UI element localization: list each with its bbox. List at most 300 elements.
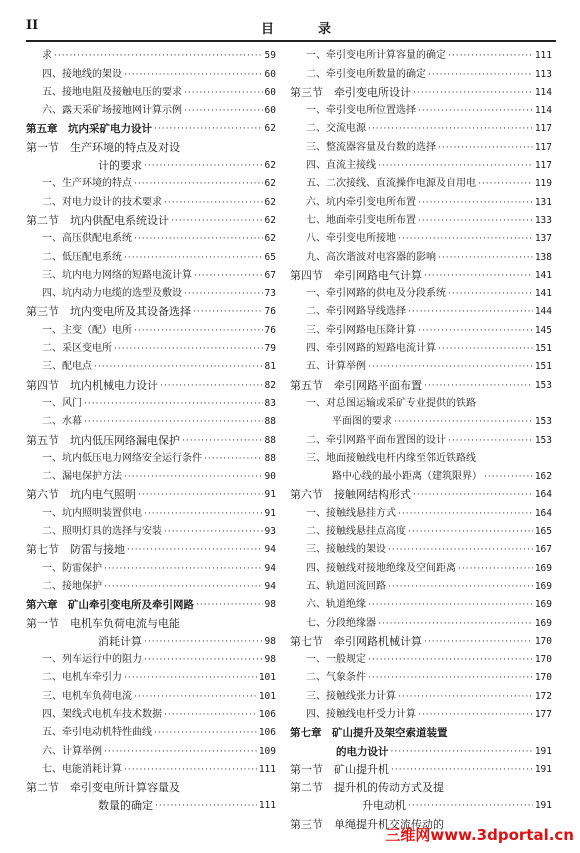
toc-page-number: 62 <box>264 178 276 190</box>
toc-item <box>290 282 552 300</box>
toc-page-number: 164 <box>534 507 552 519</box>
toc-item <box>290 593 552 611</box>
toc-item <box>290 703 552 721</box>
leader-dots <box>193 306 263 318</box>
toc-page-number: 101 <box>258 672 276 684</box>
toc-page-number: 114 <box>534 86 552 98</box>
toc-section <box>26 373 276 391</box>
leader-dots <box>408 800 533 812</box>
leader-dots <box>184 105 263 117</box>
toc-item <box>290 135 552 153</box>
toc-entry-title: 路中心线的最小距离（建筑限界） <box>332 471 482 483</box>
toc-entry-title: 第三节 单绳提升机交流传动的 <box>290 817 444 831</box>
leader-dots <box>438 142 533 154</box>
toc-entry-title: 一、坑内照明装置供电 <box>42 507 142 519</box>
toc-item <box>26 721 276 739</box>
leader-dots <box>424 270 533 282</box>
leader-dots <box>124 764 257 776</box>
toc-item <box>26 172 276 190</box>
leader-dots <box>398 691 533 703</box>
leader-dots <box>418 325 533 337</box>
toc-page-number: 141 <box>534 269 552 281</box>
toc-page-number: 131 <box>534 196 552 208</box>
toc-page-number: 88 <box>264 452 276 464</box>
toc-page-number: 151 <box>534 361 552 373</box>
toc-page-number: 177 <box>534 708 552 720</box>
toc-section <box>26 135 276 153</box>
toc-page-number: 170 <box>534 654 552 666</box>
toc-item <box>26 739 276 757</box>
leader-dots <box>418 197 533 209</box>
toc-entry-title: 升电动机 <box>362 799 406 813</box>
toc-entry-title: 第三节 坑内变电所及其设备选择 <box>26 305 191 319</box>
toc-entry-title: 二、牵引变电所数量的确定 <box>306 68 426 80</box>
toc-item <box>26 62 276 80</box>
leader-dots <box>104 746 257 758</box>
toc-page-number: 109 <box>258 745 276 757</box>
toc-entry-title: 三、牵引网路电压降计算 <box>306 324 416 336</box>
toc-section-cont <box>26 154 276 172</box>
toc-entry-title: 六、计算举例 <box>42 745 102 757</box>
toc-page-number: 114 <box>534 105 552 117</box>
toc-entry-title: 九、高次谐波对电容器的影响 <box>306 251 436 263</box>
toc-page-number: 83 <box>264 397 276 409</box>
toc-page-number: 62 <box>264 160 276 172</box>
toc-page-number: 191 <box>534 763 552 775</box>
toc-entry-title: 第四节 坑内机械电力设计 <box>26 378 158 392</box>
toc-section <box>290 630 552 648</box>
toc-entry-title: 一、风门 <box>42 397 82 409</box>
toc-item <box>26 501 276 519</box>
toc-entry-title: 五、轨道回流回路 <box>306 580 386 592</box>
page-header <box>26 18 556 38</box>
leader-dots <box>368 361 533 373</box>
toc-entry-title: 一、生产环境的特点 <box>42 178 132 190</box>
toc-page-number: 60 <box>264 68 276 80</box>
leader-dots <box>378 618 533 630</box>
leader-dots <box>448 288 533 300</box>
toc-item <box>290 648 552 666</box>
leader-dots <box>144 654 263 666</box>
toc-item <box>26 575 276 593</box>
toc-page-number: 137 <box>534 233 552 245</box>
leader-dots <box>84 398 263 410</box>
toc-item <box>26 318 276 336</box>
toc-page-number: 172 <box>534 690 552 702</box>
leader-dots <box>391 746 533 758</box>
toc-entry-title: 数量的确定 <box>98 799 153 813</box>
toc-item <box>26 666 276 684</box>
leader-dots <box>164 709 257 721</box>
leader-dots <box>368 654 533 666</box>
toc-item <box>26 684 276 702</box>
toc-entry-title: 二、气象条件 <box>306 672 366 684</box>
toc-entry-title: 第四节 牵引网路电气计算 <box>290 268 422 282</box>
toc-item <box>26 81 276 99</box>
toc-entry-title: 六、露天采矿场接地网计算示例 <box>42 105 182 117</box>
toc-page-number: 62 <box>264 123 276 135</box>
toc-item <box>26 520 276 538</box>
toc-entry-title: 五、二次接线、直流操作电源及自用电 <box>306 178 476 190</box>
toc-page-number: 111 <box>258 800 276 812</box>
toc-item <box>290 538 552 556</box>
header-rule <box>26 40 556 42</box>
toc-section <box>290 483 552 501</box>
toc-page-number: 79 <box>264 343 276 355</box>
toc-entry-title: 一、高压供配电系统 <box>42 233 132 245</box>
toc-entry-title: 二、低压配电系统 <box>42 251 122 263</box>
leader-dots <box>194 270 263 282</box>
leader-dots <box>388 544 533 556</box>
toc-page-number: 81 <box>264 361 276 373</box>
toc-section <box>26 300 276 318</box>
leader-dots <box>394 416 533 428</box>
toc-page-number: 111 <box>534 50 552 62</box>
toc-item <box>290 611 552 629</box>
leader-dots <box>408 526 533 538</box>
header-title-left: 目 <box>261 22 275 37</box>
toc-item <box>290 62 552 80</box>
leader-dots <box>448 435 533 447</box>
leader-dots <box>478 178 533 190</box>
toc-entry-title: 一、接触线悬挂方式 <box>306 507 396 519</box>
leader-dots <box>182 435 263 447</box>
toc-section-cont <box>26 794 276 812</box>
leader-dots <box>428 69 533 81</box>
toc-page-number: 73 <box>264 288 276 300</box>
toc-entry-title: 二、接触线悬挂点高度 <box>306 526 406 538</box>
toc-item <box>290 684 552 702</box>
leader-dots <box>408 306 533 318</box>
toc-section <box>26 776 276 794</box>
leader-dots <box>154 123 263 135</box>
toc-item <box>290 209 552 227</box>
toc-page-number: 94 <box>264 544 276 556</box>
toc-page-number: 91 <box>264 489 276 501</box>
toc-item <box>290 556 552 574</box>
leader-dots <box>418 215 533 227</box>
toc-item <box>290 666 552 684</box>
toc-item <box>290 355 552 373</box>
toc-item-cont <box>290 410 552 428</box>
toc-item <box>290 227 552 245</box>
leader-dots <box>418 105 533 117</box>
leader-dots <box>184 87 263 99</box>
toc-item <box>290 172 552 190</box>
toc-entry-title: 第一节 矿山提升机 <box>290 762 389 776</box>
toc-entry-title: 四、接触线对接地绝缘及空间距离 <box>306 562 456 574</box>
toc-item <box>290 117 552 135</box>
toc-item <box>26 465 276 483</box>
toc-entry-title: 计的要求 <box>98 159 142 173</box>
toc-page-number: 113 <box>534 68 552 80</box>
toc-entry-title: 四、牵引网路的短路电流计算 <box>306 343 436 355</box>
toc-page-number: 82 <box>264 379 276 391</box>
toc-page-number: 62 <box>264 214 276 226</box>
toc-item-cont <box>290 465 552 483</box>
toc-entry-title: 一、坑内低压电力网络安全运行条件 <box>42 452 202 464</box>
toc-entry-title: 五、计算举例 <box>306 361 366 373</box>
header-title-right: 录 <box>318 22 332 37</box>
toc-section-cont <box>26 630 276 648</box>
leader-dots <box>124 471 263 483</box>
toc-page-number: 93 <box>264 526 276 538</box>
toc-page-number: 145 <box>534 324 552 336</box>
toc-section <box>26 209 276 227</box>
leader-dots <box>144 636 263 648</box>
leader-dots <box>368 599 533 611</box>
toc-chapter <box>290 721 552 739</box>
toc-entry-title: 的电力设计 <box>336 745 389 758</box>
toc-entry-title: 七、电能消耗计算 <box>42 763 122 775</box>
toc-entry-title: 七、分段绝缘器 <box>306 617 376 629</box>
toc-page-number: 117 <box>534 141 552 153</box>
toc-page-number: 90 <box>264 471 276 483</box>
leader-dots <box>368 123 533 135</box>
toc-item <box>26 648 276 666</box>
toc-page-number: 62 <box>264 196 276 208</box>
leader-dots <box>138 489 263 501</box>
toc-entry-title: 一、一般规定 <box>306 654 366 666</box>
toc-entry-title: 一、列车运行中的阻力 <box>42 654 142 666</box>
toc-entry-title: 三、配电点 <box>42 361 92 373</box>
toc-page-number: 60 <box>264 105 276 117</box>
toc-section <box>290 81 552 99</box>
leader-dots <box>155 800 257 812</box>
toc-page-number: 101 <box>258 690 276 702</box>
toc-item <box>26 245 276 263</box>
toc-entry-title: 六、坑内牵引变电所布置 <box>306 196 416 208</box>
toc-item <box>290 190 552 208</box>
toc-page-number: 88 <box>264 434 276 446</box>
toc-entry-title: 三、接触线张力计算 <box>306 690 396 702</box>
toc-entry-title: 消耗计算 <box>98 634 142 648</box>
leader-dots <box>458 563 533 575</box>
leader-dots <box>388 581 533 593</box>
toc-page-number: 65 <box>264 251 276 263</box>
toc-page-number: 111 <box>258 763 276 775</box>
toc-chapter <box>26 593 276 611</box>
leader-dots <box>134 325 263 337</box>
toc-section <box>26 538 276 556</box>
toc-section <box>26 483 276 501</box>
leader-dots <box>134 691 257 703</box>
toc-entry-title: 第七节 防雷与接地 <box>26 543 125 557</box>
leader-dots <box>484 471 533 483</box>
toc-page-number: 60 <box>264 86 276 98</box>
toc-section <box>290 776 552 794</box>
toc-page-number: 76 <box>264 306 276 318</box>
toc-item <box>26 556 276 574</box>
leader-dots <box>84 416 263 428</box>
leader-dots <box>448 50 533 62</box>
toc-item <box>26 99 276 117</box>
toc-item <box>26 703 276 721</box>
toc-item <box>290 154 552 172</box>
leader-dots <box>171 215 263 227</box>
toc-page-number: 138 <box>534 251 552 263</box>
toc-page-number: 169 <box>534 580 552 592</box>
toc-page-number: 151 <box>534 343 552 355</box>
leader-dots <box>164 197 263 209</box>
toc-section <box>26 428 276 446</box>
toc-section-cont <box>290 794 552 812</box>
toc-entry-title: 一、牵引网路的供电及分段系统 <box>306 288 446 300</box>
toc-item <box>290 428 552 446</box>
toc-chapter-cont <box>290 739 552 757</box>
toc-entry-title: 四、接地线的架设 <box>42 68 122 80</box>
leader-dots <box>424 636 533 648</box>
toc-chapter <box>26 117 276 135</box>
leader-dots <box>104 581 263 593</box>
toc-entry-title: 第六章 矿山牵引变电所及牵引网路 <box>26 599 194 612</box>
toc-item <box>26 264 276 282</box>
leader-dots <box>398 233 533 245</box>
toc-item <box>26 410 276 428</box>
toc-item <box>26 282 276 300</box>
toc-entry-title: 二、接地保护 <box>42 580 102 592</box>
toc-entry-title: 第七节 牵引网路机械计算 <box>290 634 422 648</box>
toc-page-number: 153 <box>534 379 552 391</box>
toc-entry-title: 四、接触线电杆受力计算 <box>306 708 416 720</box>
toc-page-number: 164 <box>534 489 552 501</box>
toc-page-number: 162 <box>534 471 552 483</box>
toc-item <box>26 355 276 373</box>
toc-entry-title: 二、交流电源 <box>306 123 366 135</box>
toc-entry-title: 第七章 矿山提升及架空索道装置 <box>290 727 448 740</box>
leader-dots <box>418 709 533 721</box>
toc-item <box>26 44 276 62</box>
toc-entry-title: 四、架线式电机车技术数据 <box>42 708 162 720</box>
toc-entry-title: 第一节 电机车负荷电流与电能 <box>26 616 180 630</box>
toc-page-number: 98 <box>264 599 276 611</box>
toc-entry-title: 二、水幕 <box>42 416 82 428</box>
leader-dots <box>54 50 263 62</box>
toc-entry-title: 三、坑内电力网络的短路电流计算 <box>42 269 192 281</box>
toc-item <box>290 520 552 538</box>
toc-right-column <box>290 44 552 831</box>
toc-page-number: 62 <box>264 233 276 245</box>
toc-page-number: 88 <box>264 416 276 428</box>
leader-dots <box>438 343 533 355</box>
toc-entry-title: 八、牵引变电所接地 <box>306 233 396 245</box>
toc-page-number: 191 <box>534 800 552 812</box>
toc-entry-title: 第二节 提升机的传动方式及提 <box>290 781 444 795</box>
toc-page-number: 153 <box>534 416 552 428</box>
toc-page-number: 106 <box>258 727 276 739</box>
toc-item <box>290 99 552 117</box>
leader-dots <box>398 508 533 520</box>
toc-entry-title: 二、采区变电所 <box>42 343 112 355</box>
toc-page-number: 144 <box>534 306 552 318</box>
toc-page-number: 91 <box>264 507 276 519</box>
toc-page-number: 169 <box>534 562 552 574</box>
toc-entry-title: 一、防雷保护 <box>42 562 102 574</box>
toc-entry-title: 二、牵引网路平面布置图的设计 <box>306 434 446 446</box>
toc-item <box>290 575 552 593</box>
toc-entry-title: 三、接触线的架设 <box>306 544 386 556</box>
leader-dots <box>134 233 263 245</box>
toc-entry-title: 一、牵引变电所位置选择 <box>306 105 416 117</box>
toc-item <box>290 337 552 355</box>
toc-page-number: 106 <box>258 708 276 720</box>
toc-entry-title: 第二节 坑内供配电系统设计 <box>26 213 169 227</box>
toc-section <box>26 611 276 629</box>
leader-dots <box>184 288 263 300</box>
leader-dots <box>368 672 533 684</box>
toc-section <box>290 758 552 776</box>
toc-entry-title: 四、坑内动力电缆的选型及敷设 <box>42 288 182 300</box>
toc-page-number: 153 <box>534 434 552 446</box>
toc-entry-title: 第五章 坑内采矿电力设计 <box>26 123 152 136</box>
toc-page-number: 94 <box>264 562 276 574</box>
toc-page-number: 141 <box>534 288 552 300</box>
toc-item <box>26 758 276 776</box>
toc-item <box>26 447 276 465</box>
toc-item <box>290 245 552 263</box>
leader-dots <box>94 361 263 373</box>
leader-dots <box>124 69 263 81</box>
toc-item <box>290 318 552 336</box>
leader-dots <box>124 252 263 264</box>
toc-entry-title: 一、牵引变电所计算容量的确定 <box>306 50 446 62</box>
toc-item <box>26 190 276 208</box>
toc-item <box>290 392 552 410</box>
toc-entry-title: 四、直流主接线 <box>306 160 376 172</box>
leader-dots <box>134 178 263 190</box>
leader-dots <box>124 672 257 684</box>
leader-dots <box>438 252 533 264</box>
leader-dots <box>413 87 533 99</box>
toc-entry-title: 二、电机车牵引力 <box>42 672 122 684</box>
toc-item <box>290 44 552 62</box>
toc-page-number: 67 <box>264 269 276 281</box>
toc-entry-title: 第六节 坑内电气照明 <box>26 488 136 502</box>
toc-entry-title: 第六节 接触网结构形式 <box>290 488 411 502</box>
leader-dots <box>127 544 263 556</box>
toc-entry-title: 三、整流器容量及台数的选择 <box>306 141 436 153</box>
toc-item <box>290 447 552 465</box>
leader-dots <box>204 453 263 465</box>
toc-item <box>26 392 276 410</box>
toc-page-number: 169 <box>534 617 552 629</box>
toc-page-number: 170 <box>534 672 552 684</box>
toc-page-number: 191 <box>534 745 552 757</box>
toc-page-number: 133 <box>534 214 552 226</box>
leader-dots <box>144 508 263 520</box>
toc-page-number: 170 <box>534 635 552 647</box>
leader-dots <box>154 727 257 739</box>
toc-entry-title: 五、牵引电动机特性曲线 <box>42 727 152 739</box>
toc-entry-title: 二、照明灯具的选择与安装 <box>42 526 162 538</box>
toc-page-number: 98 <box>264 635 276 647</box>
leader-dots <box>196 599 263 611</box>
toc-item <box>290 501 552 519</box>
toc-entry-title: 第五节 牵引网路平面布置 <box>290 378 422 392</box>
toc-page-number: 98 <box>264 654 276 666</box>
toc-page-number: 117 <box>534 123 552 135</box>
toc-page-number: 59 <box>264 50 276 62</box>
toc-entry-title: 二、牵引网路导线选择 <box>306 306 406 318</box>
leader-dots <box>413 489 533 501</box>
toc-page-number: 119 <box>534 178 552 190</box>
watermark: 三维网www.3dportal.cn <box>385 826 574 844</box>
leader-dots <box>114 343 263 355</box>
toc-entry-title: 第一节 生产环境的特点及对设 <box>26 140 180 154</box>
toc-entry-title: 一、主变（配）电所 <box>42 324 132 336</box>
leader-dots <box>144 160 263 172</box>
toc-entry-title: 三、地面接触线电杆内缘至邻近铁路线 <box>306 452 476 464</box>
